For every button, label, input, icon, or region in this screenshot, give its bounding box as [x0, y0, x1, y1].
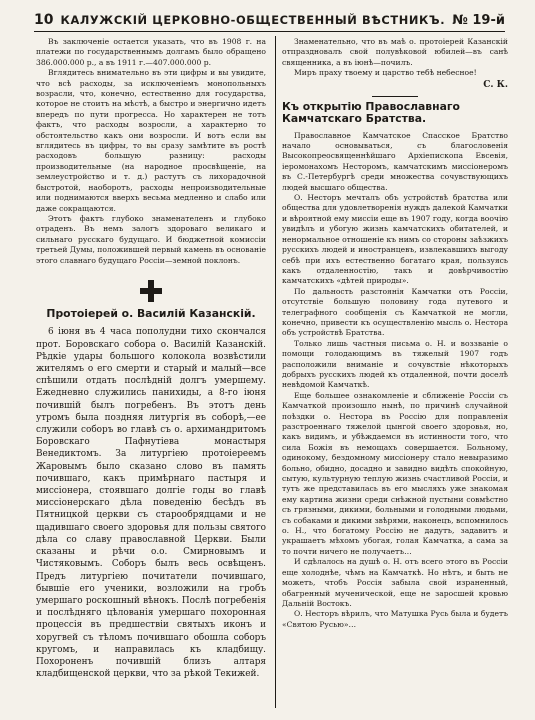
- page-header: [34, 9, 505, 31]
- paragraph: Этотъ фактъ глубоко знаменателенъ и глубоко отраденъ. Въ немъ залогъ здороваго великаго и сильнаго русскаго будущаго. И бюджетной комиссіи третьей Думы, положившей первый камень въ основаніе этого славнаго будущаго Россіи—земной поклонъ.: [36, 213, 266, 265]
- issue-number: № 19-й: [452, 12, 505, 28]
- paragraph: По дальность разстоянія Камчатки отъ Россіи, отсутствіе большую половину года путевого и телеграфного сообщенія съ Камчаткой не могли, конечно, привести къ осуществленію мысль о. Нестора объ устройствѣ Братства.: [282, 286, 508, 338]
- obituary-heading: Протоіерей о. Василій Казанскій.: [46, 306, 256, 320]
- paragraph: Вглядитесь внимательно въ эти цифры и вы увидите, что всѣ расходы, за исключеніемъ монопольныхъ возрасли, что, конечно, естественно для государства, которое не стоитъ на мѣстѣ, а быстро и энергично идетъ впередъ по пути прогресса. Но характерен не тотъ фактъ, что расходы возросли, а характерно то обстоятельство какъ они возросли. И вотъ если вы вглядитесь въ цифры, то вы сразу замѣтите въ ростѣ расходовъ большую разницу: расходы производительные (на народное просвѣщеніе, на землеустройство и т. д.) растутъ съ лихорадочной быстротой, наоборотъ, расходы непроизводительные или поднимаются вверхъ весьма медленно и слабо или даже сокращаются.: [36, 68, 266, 213]
- paragraph: Знаменательно, что въ маѣ о. протоіерей Казанскій отпраздновалъ свой полувѣковой юбилей—въ санѣ священника, а въ іюнѣ—почилъ.: [282, 37, 508, 67]
- paragraph: И сдѣлалось на душѣ о. Н. отъ всего этого въ Россіи еще холоднѣе, чѣмъ на Камчаткѣ. Но нѣтъ, и быть не можетъ, чтобъ Россія забыла свой израненный, обагренный мученической, еще не заросшей кровью Дальній Востокъ.: [282, 557, 508, 608]
- left-column: [36, 37, 266, 713]
- page-number: 10: [34, 12, 54, 28]
- kamchatka-article-body: [282, 131, 508, 631]
- paragraph: Въ заключеніе остается указать, что въ 1908 г. на платежи по государственнымъ долгамъ было обращено 386.000.000 р., а въ 1911 г.—407.000.000 р.: [36, 37, 266, 67]
- column-divider: [275, 36, 276, 708]
- paragraph: Миръ праху твоему и царство тебѣ небесное!: [294, 68, 477, 78]
- paragraph: О. Несторъ мечталъ объ устройствѣ братства или общества для удовлетворенія нуждъ далекой Камчатки и вѣроятной ему миссіи еще въ 1907 году, когда воочію увидѣлъ и убогую жизнь камчатскихъ обитателей, и ненормальное отношеніе къ нимъ со стороны заѣзжихъ русскихъ людей и иностранцевъ, извлекавшихъ выгоду себѣ при ихъ естественно богатаго края, пользуясь какъ отдаленностію, такъ и довѣрчивостію камчатскихъ «дѣтей природы».: [282, 193, 508, 286]
- periodical-title: КАЛУЖСКІЙ ЦЕРКОВНО-ОБЩЕСТВЕННЫЙ ВѢСТНИКЪ.: [60, 13, 446, 27]
- header-rule: [34, 31, 505, 32]
- paragraph: Еще большее ознакомленіе и сближеніе Россіи съ Камчаткой произошло нынѣ, по причинѣ случайной поѣздки о. Нестора въ Россію для поправленія разстроеннаго тяжелой цынгой своего здоровья, но, какъ видимъ, и убѣждаемся въ истинности того, что сила Божія въ немощахъ совершается. Больному, одинокому, бездомному миссіонеру стало невыразимо больно, обидно, досадно и завидно видѣть спокойную, сытую, культурную теплую жизнь счастливой Россіи, и тутъ же представилась въ его мысляхъ уже знакомая ему картина жизни среди снѣжной пустыни совмѣстно съ грязными, дикими, больными и голодными людьми, съ собаками и дикими звѣрями, наконецъ, вспомнилось о. Н., что богатому Россію не дадутъ, задавитъ и украшаетъ мѣхомъ убогая, голая Камчатка, а сама за то почти ничего не получаетъ…: [282, 390, 508, 556]
- obituary-continuation: [282, 37, 508, 79]
- paragraph: О. Несторъ вѣрилъ, что Матушка Русь была и будетъ «Святою Русью»…: [282, 609, 508, 629]
- budget-article-continuation: [36, 37, 266, 266]
- cross-icon: [140, 280, 162, 302]
- paragraph: 6 іюня въ 4 часа пополудни тихо скончался прот. Боровскаго собора о. Василій Казанскій. Рѣдкіе удары большого колокола возвѣстили жителямъ о его смерти и старый и малый—все спѣшили отдать послѣдній долгъ умершему. Ежедневно служились панихиды, а 8-го іюня почившій былъ погребенъ. Въ этотъ день утромъ была поздняя литургія въ соборѣ,—ее служили соборъ во главѣ съ о. архимандритомъ Боровскаго Пафнутіева монастыря Венедиктомъ. За литургіею протоіереемъ Жаровымъ было сказано слово въ память почившаго, какъ примѣрнаго пастыря и миссіонера, стоявшаго долгіе годы во главѣ миссіонерскаго дѣла поведенію бесѣдъ въ Пятницкой церкви съ старообрядцами и не щадившаго своего здоровья для пользы святого дѣла со славу православной Церкви. Были сказаны и рѣчи о.о. Смирновымъ и Чистяковымъ. Соборъ былъ весь освѣщенъ. Предъ литургіею почитатели почившаго, бывшіе его ученики, возложили на гробъ умершаго роскошный вѣнокъ. Послѣ погребенія и послѣдняго цѣлованія умершаго похоронная процессія въ предшествіи святыхъ иконъ и хоругвей съ тѣломъ почившаго обошла соборъ кругомъ, и направилась къ кладбищу. Похороненъ почившій близъ алтаря кладбищенской церкви, что за рѣкой Текижей.: [36, 327, 266, 680]
- section-divider: [372, 96, 418, 97]
- author-signature: С. К.: [483, 79, 508, 90]
- article-heading: Къ открытію Православнаго Камчатскаго Братства.: [282, 99, 460, 126]
- obituary-body: [36, 326, 266, 680]
- paragraph: Православное Камчатское Спасское Братство начало основываться, съ благословенія Высокопреосвященнѣйшаго Архіепископа Евсевія, іеромонахомъ Несторомъ, камчатскимъ миссіонеромъ въ С.-Петербургѣ среди множества сочувствующихъ людей высшаго общества.: [282, 130, 508, 192]
- paragraph: Только лишь частныя письма о. Н. и воззваніе о помощи голодающимъ въ тяжелый 1907 годъ расположили вниманіе и сочувствіе нѣкоторыхъ добрыхъ русскихъ людей къ отдаленной, почти доселѣ невѣдомой Камчаткѣ.: [282, 338, 508, 390]
- right-column: [282, 37, 508, 713]
